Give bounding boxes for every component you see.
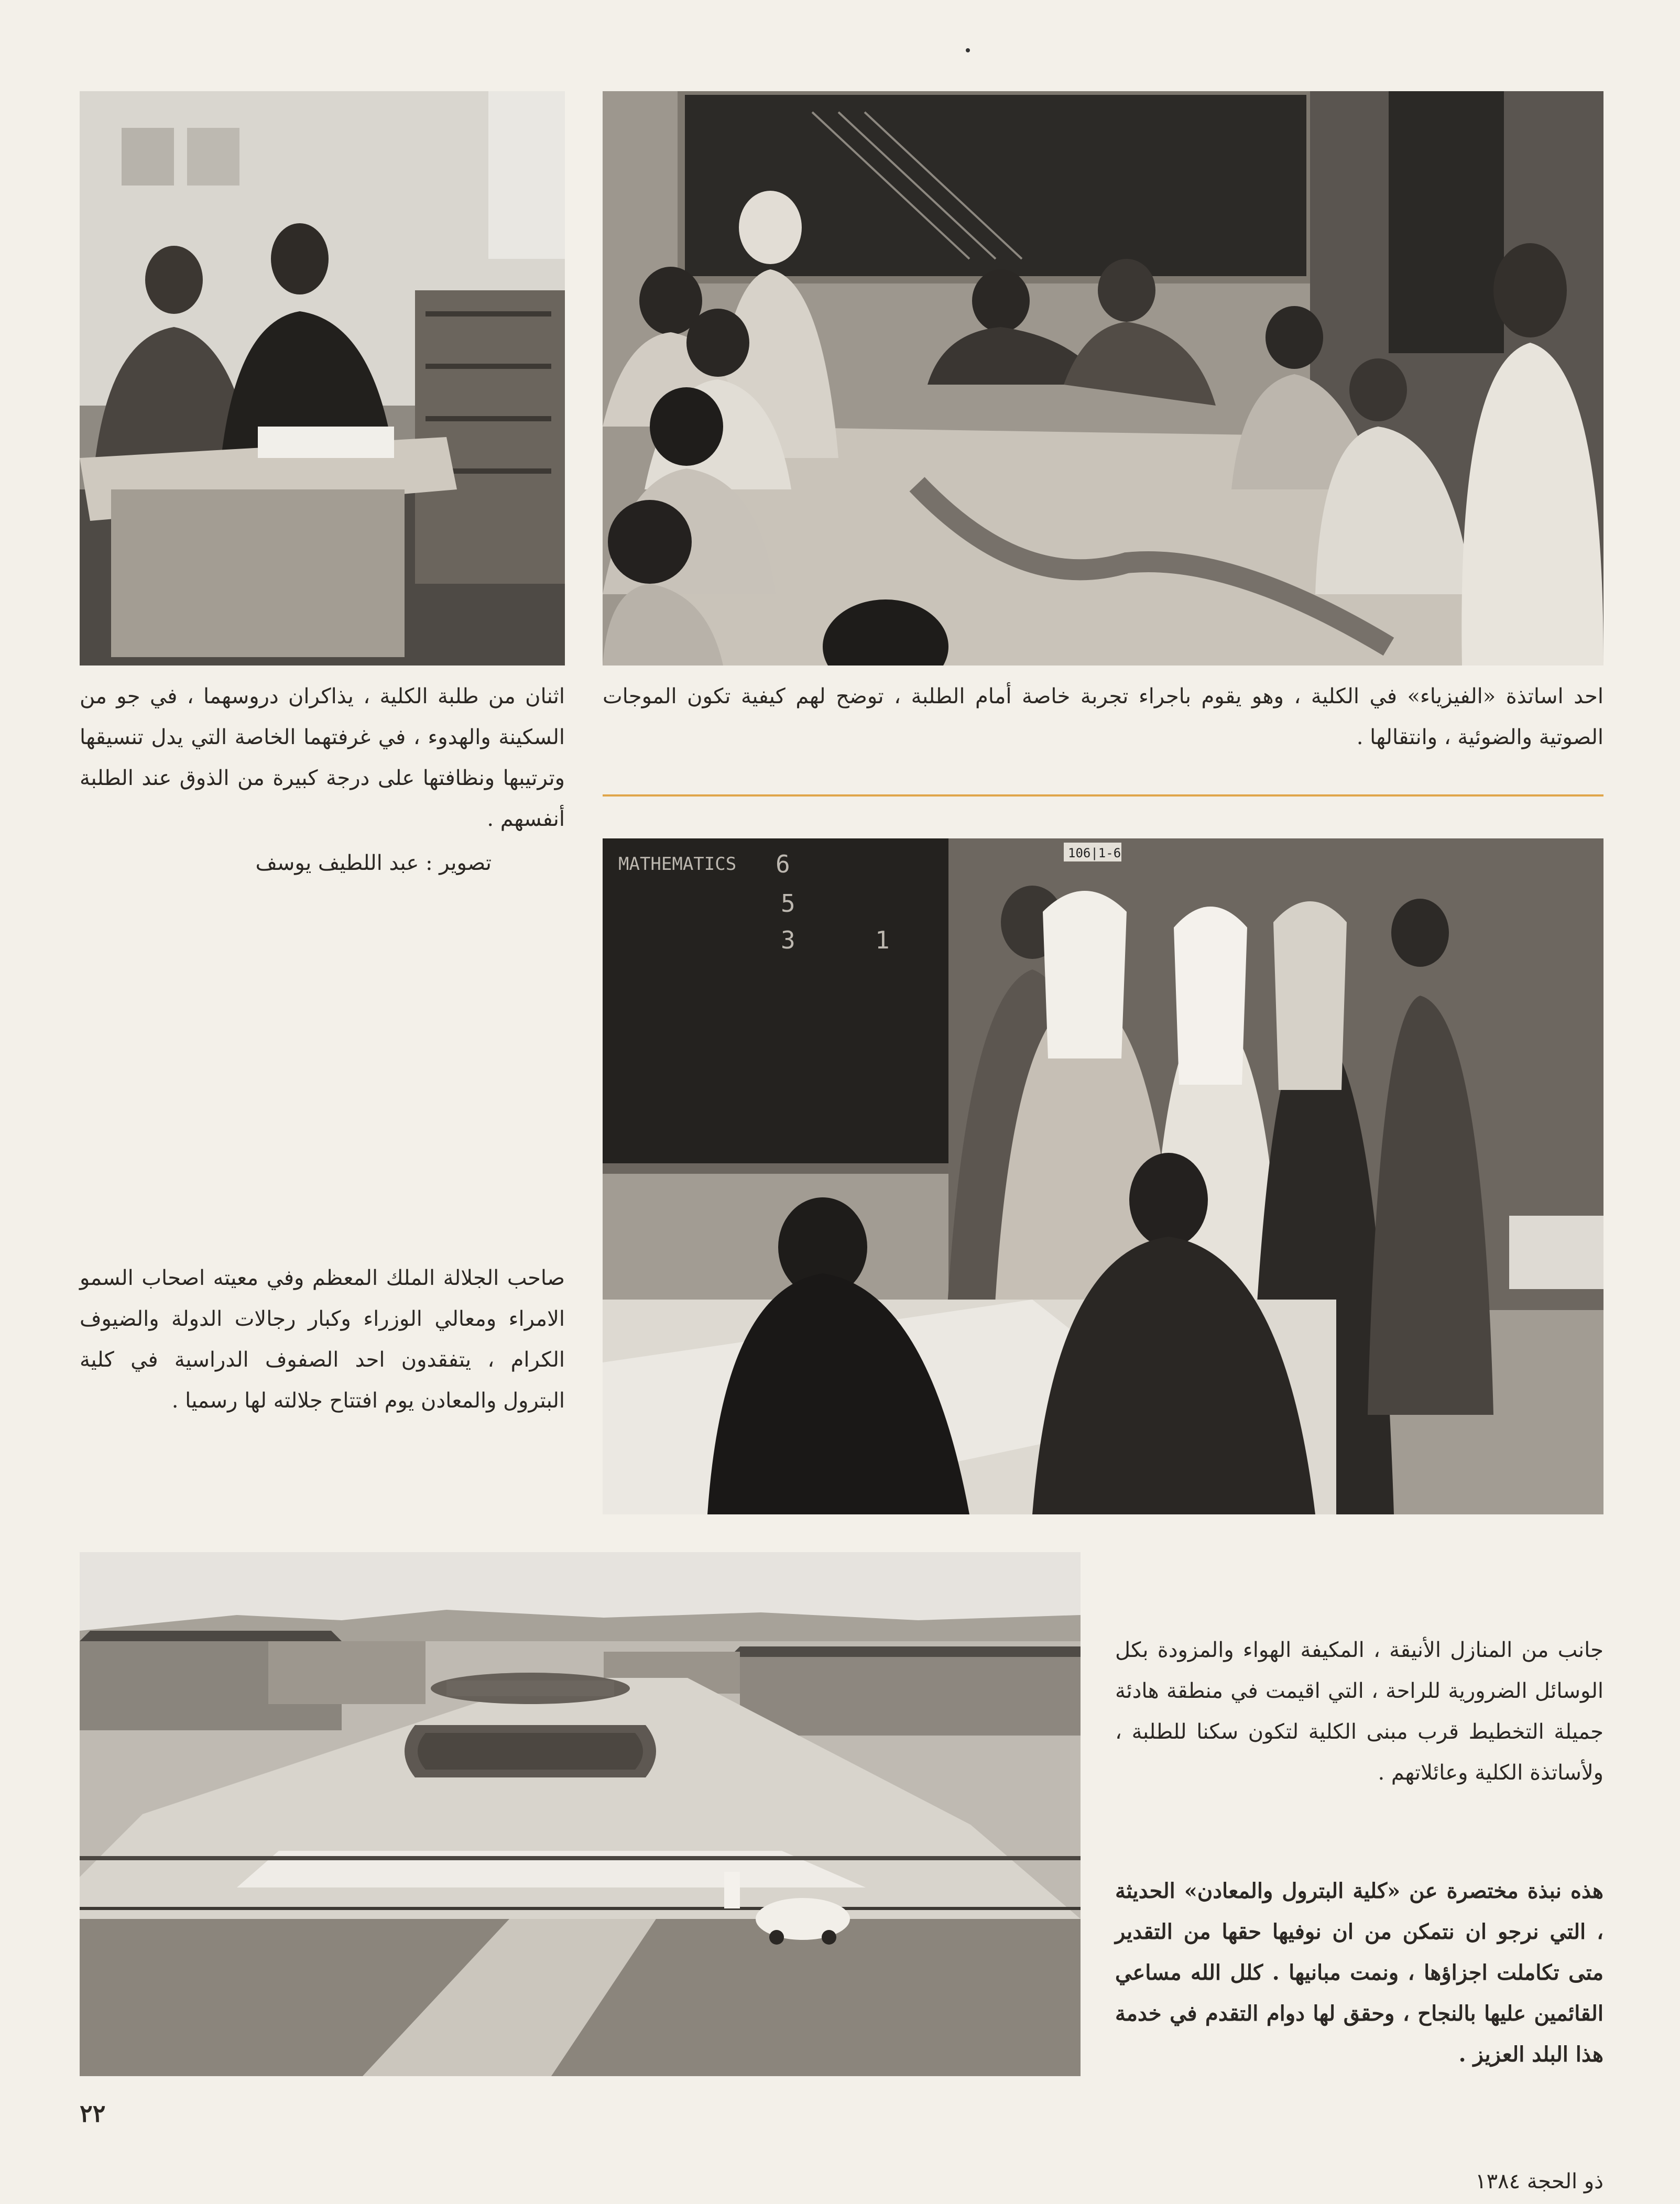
blackboard-number-1: 6 xyxy=(776,850,790,878)
caption-physics-lesson-text: احد اساتذة «الفيزياء» في الكلية ، وهو يقوم باجراء تجربة خاصة أمام الطلبة ، توضح لهم كيفية تكون الموجات الصوتية والضوئية ، وانتقالها . xyxy=(603,684,1603,749)
caption-students-studying xyxy=(80,676,565,883)
photo-housing xyxy=(80,1552,1081,2076)
photo-king-visit xyxy=(603,838,1603,1514)
caption-housing xyxy=(1115,1630,1603,1793)
caption-housing-text: جانب من المنازل الأنيقة ، المكيفة الهواء والمزودة بكل الوسائل الضرورية للراحة ، التي اقيمت في منطقة هادئة جميلة التخطيط قرب مبنى الكلية لتكون سكنا للطلبة ، ولأساتذة الكلية وعائلاتهم . xyxy=(1115,1638,1603,1785)
physics-lesson-image xyxy=(603,91,1603,665)
closing-summary-text: هذه نبذة مختصرة عن «كلية البترول والمعادن» الحديثة ، التي نرجو ان نتمكن من ان نوفيها حقها من التقدير متى تكاملت اجزاؤها ، ونمت مبانيها . كلل الله مساعي القائمين عليها بالنجاح ، وحقق لها دوام التقدم في خدمة هذا البلد العزيز . xyxy=(1115,1879,1603,2067)
section-divider xyxy=(603,794,1603,797)
caption-king-visit-text: صاحب الجلالة الملك المعظم وفي معيته اصحاب السمو الامراء ومعالي الوزراء وكبار رجالات الدولة والضيوف الكرام ، يتفقدون احد الصفوف الدراسية في كلية البترول والمعادن يوم افتتاح جلالته لها رسميا . xyxy=(80,1266,565,1413)
blackboard-number-4: 1 xyxy=(875,926,890,954)
king-visit-image xyxy=(603,838,1603,1514)
caption-students-studying-text: اثنان من طلبة الكلية ، يذاكران دروسهما ، في جو من السكينة والهدوء ، في غرفتهما الخاصة التي يدل تنسيقها وترتيبها ونظافتها على درجة كبيرة من الذوق عند الطلبة أنفسهم . xyxy=(80,684,565,831)
housing-image xyxy=(80,1552,1081,2076)
page-number: ٢٢ xyxy=(80,2099,106,2127)
students-studying-image xyxy=(80,91,565,665)
issue-date: ذو الحجة ١٣٨٤ xyxy=(1475,2169,1603,2194)
closing-summary xyxy=(1115,1871,1603,2075)
blackboard-number-3: 3 xyxy=(781,926,795,954)
photo-physics-lesson xyxy=(603,91,1603,665)
photo-students-studying xyxy=(80,91,565,665)
print-mark xyxy=(966,48,970,52)
caption-king-visit xyxy=(80,1258,565,1421)
blackboard-title: MATHEMATICS xyxy=(618,854,737,875)
room-sign: 106|1-6 xyxy=(1068,846,1121,860)
caption-physics-lesson xyxy=(603,676,1603,758)
photo-credit: تصوير : عبد اللطيف يوسف xyxy=(255,851,492,875)
blackboard-number-2: 5 xyxy=(781,889,795,918)
